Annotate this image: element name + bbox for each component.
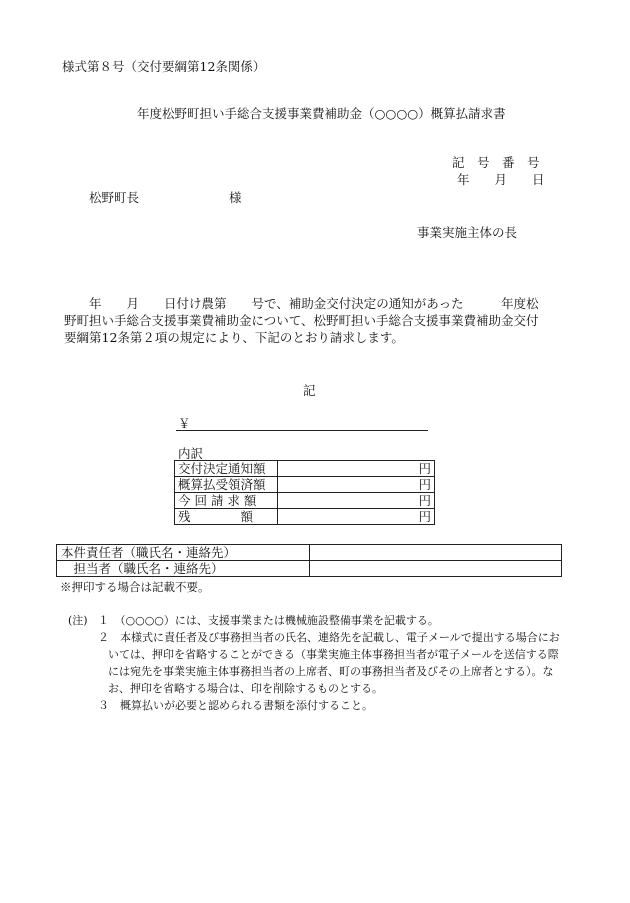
body-line: 野町担い手総合支援事業費補助金について、松野町担い手総合支援事業費補助金交付 [64,313,539,328]
table-row [57,561,562,577]
seal-note: ※押印する場合は記載不要。 [60,580,210,594]
responsible-value [310,561,562,577]
breakdown-title: 内訳 [178,446,204,461]
table-row [57,545,562,561]
document-date: 年 月 日 [457,172,545,187]
document-number: 記 号 番 号 [452,155,540,170]
body-line: 年 月 日付け農第 号で、補助金交付決定の通知があった 年度松 [64,296,539,311]
notes-prefix: (注) [68,614,88,627]
responsible-value [310,545,562,561]
table-row [175,477,435,493]
note-line: １ （○○○○）には、支援事業または機械施設整備事業を記載する。 [98,614,439,627]
breakdown-label: 概算払受領済額 [175,477,278,493]
breakdown-label: 今 回 請 求 額 [175,493,278,509]
responsible-label: 担当者（職氏名・連絡先） [57,561,310,577]
table-row [175,461,435,477]
breakdown-value: 円 [278,461,435,477]
breakdown-table [174,460,435,525]
table-row [175,493,435,509]
note-line: お、押印を省略する場合は、印を削除するものとする。 [108,682,383,695]
form-number: 様式第８号（交付要綱第12条関係） [62,59,266,74]
note-line: いては、押印を省略することができる（事業実施主体事務担当者が電子メールを送信する際 [108,648,559,661]
ki-heading: 記 [303,383,316,398]
breakdown-label: 残 額 [175,509,278,525]
amount-underline [176,430,428,431]
breakdown-value: 円 [278,509,435,525]
breakdown-value: 円 [278,477,435,493]
document-title: 年度松野町担い手総合支援事業費補助金（○○○○）概算払請求書 [137,106,506,121]
responsible-label: 本件責任者（職氏名・連絡先） [57,545,310,561]
table-row [175,509,435,525]
note-line: ２ 本様式に責任者及び事務担当者の氏名、連絡先を記載し、電子メールで提出する場合にお [98,631,560,644]
responsible-table [56,544,562,577]
applicant-title: 事業実施主体の長 [417,225,518,240]
note-line: ３ 概算払いが必要と認められる書類を添付すること。 [98,699,373,712]
recipient-honorific: 様 [229,190,242,205]
recipient-name: 松野町長 [89,190,140,205]
breakdown-value: 円 [278,493,435,509]
body-line: 要綱第12条第２項の規定により、下記のとおり請求します。 [64,330,404,345]
note-line: には宛先を事業実施主体事務担当者の上席者、町の事務担当者及びその上席者とする）。な [108,665,554,678]
breakdown-label: 交付決定通知額 [175,461,278,477]
yen-mark: ￥ [178,416,191,431]
